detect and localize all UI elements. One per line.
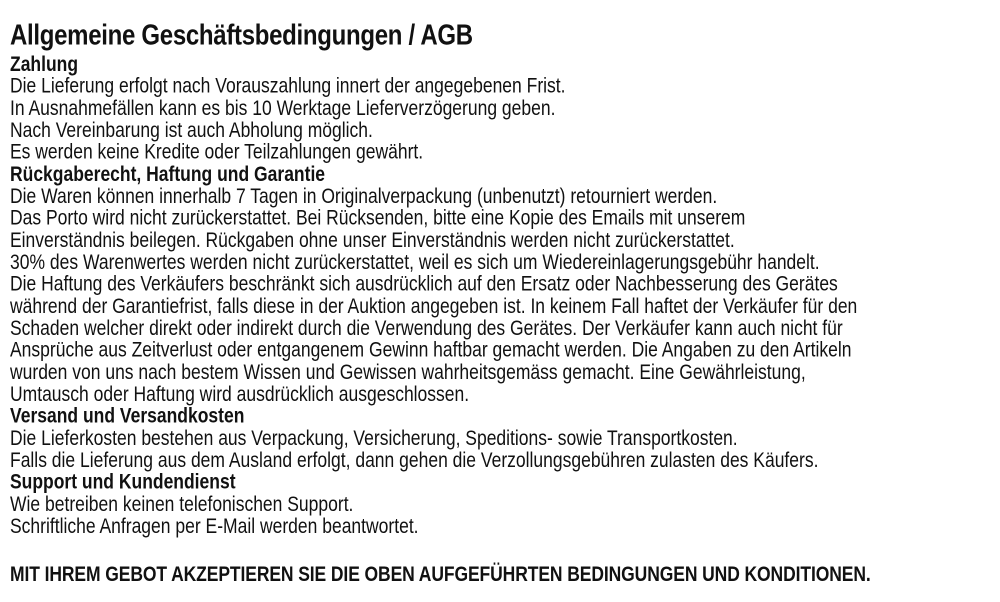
section-heading-zahlung: Zahlung <box>10 51 79 76</box>
tos-line: Umtausch oder Haftung wird ausdrücklich ausgeschlossen. <box>10 381 470 406</box>
tos-line: Die Lieferkosten bestehen aus Verpackung, Versicherung, Speditions- sowie Transportkosten. <box>10 425 738 450</box>
tos-line: Die Waren können innerhalb 7 Tagen in Originalverpackung (unbenutzt) retourniert werden. <box>10 183 718 208</box>
tos-line: In Ausnahmefällen kann es bis 10 Werktage Lieferverzögerung geben. <box>10 95 556 120</box>
section-heading-support: Support und Kundendienst <box>10 469 236 494</box>
tos-line: Es werden keine Kredite oder Teilzahlungen gewährt. <box>10 139 424 164</box>
section-heading-versand: Versand und Versandkosten <box>10 403 245 428</box>
tos-line: Wie betreiben keinen telefonischen Support. <box>10 491 354 516</box>
tos-line: Schaden welcher direkt oder indirekt durch die Verwendung des Gerätes. Der Verkäufer kann auch nicht für <box>10 315 843 340</box>
tos-line: Nach Vereinbarung ist auch Abholung möglich. <box>10 117 373 142</box>
footer-notice: MIT IHREM GEBOT AKZEPTIEREN SIE DIE OBEN AUFGEFÜHRTEN BEDINGUNGEN UND KONDITIONEN. <box>10 561 871 586</box>
section-heading-rueckgaberecht: Rückgaberecht, Haftung und Garantie <box>10 161 326 186</box>
tos-line: während der Garantiefrist, falls diese in der Auktion angegeben ist. In keinem Fall haftet der Verkäufer für den <box>10 293 858 318</box>
tos-line: 30% des Warenwertes werden nicht zurückerstattet, weil es sich um Wiedereinlagerungsgebühr handelt. <box>10 249 820 274</box>
page-title: Allgemeine Geschäftsbedingungen / AGB <box>10 19 473 52</box>
tos-line: wurden von uns nach bestem Wissen und Gewissen wahrheitsgemäss gemacht. Eine Gewährleistung, <box>10 359 806 384</box>
tos-line: Die Haftung des Verkäufers beschränkt sich ausdrücklich auf den Ersatz oder Nachbesserung des Gerätes <box>10 271 838 296</box>
tos-line: Die Lieferung erfolgt nach Vorauszahlung innert der angegebenen Frist. <box>10 73 566 98</box>
tos-line: Einverständnis beilegen. Rückgaben ohne unser Einverständnis werden nicht zurückerstattet. <box>10 227 735 252</box>
tos-line: Das Porto wird nicht zurückerstattet. Bei Rücksenden, bitte eine Kopie des Emails mit unserem <box>10 205 746 230</box>
tos-line: Ansprüche aus Zeitverlust oder entgangenem Gewinn haftbar gemacht werden. Die Angaben zu den Artikeln <box>10 337 852 362</box>
tos-line: Falls die Lieferung aus dem Ausland erfolgt, dann gehen die Verzollungsgebühren zulasten des Käufers. <box>10 447 819 472</box>
tos-line: Schriftliche Anfragen per E-Mail werden beantwortet. <box>10 513 419 538</box>
